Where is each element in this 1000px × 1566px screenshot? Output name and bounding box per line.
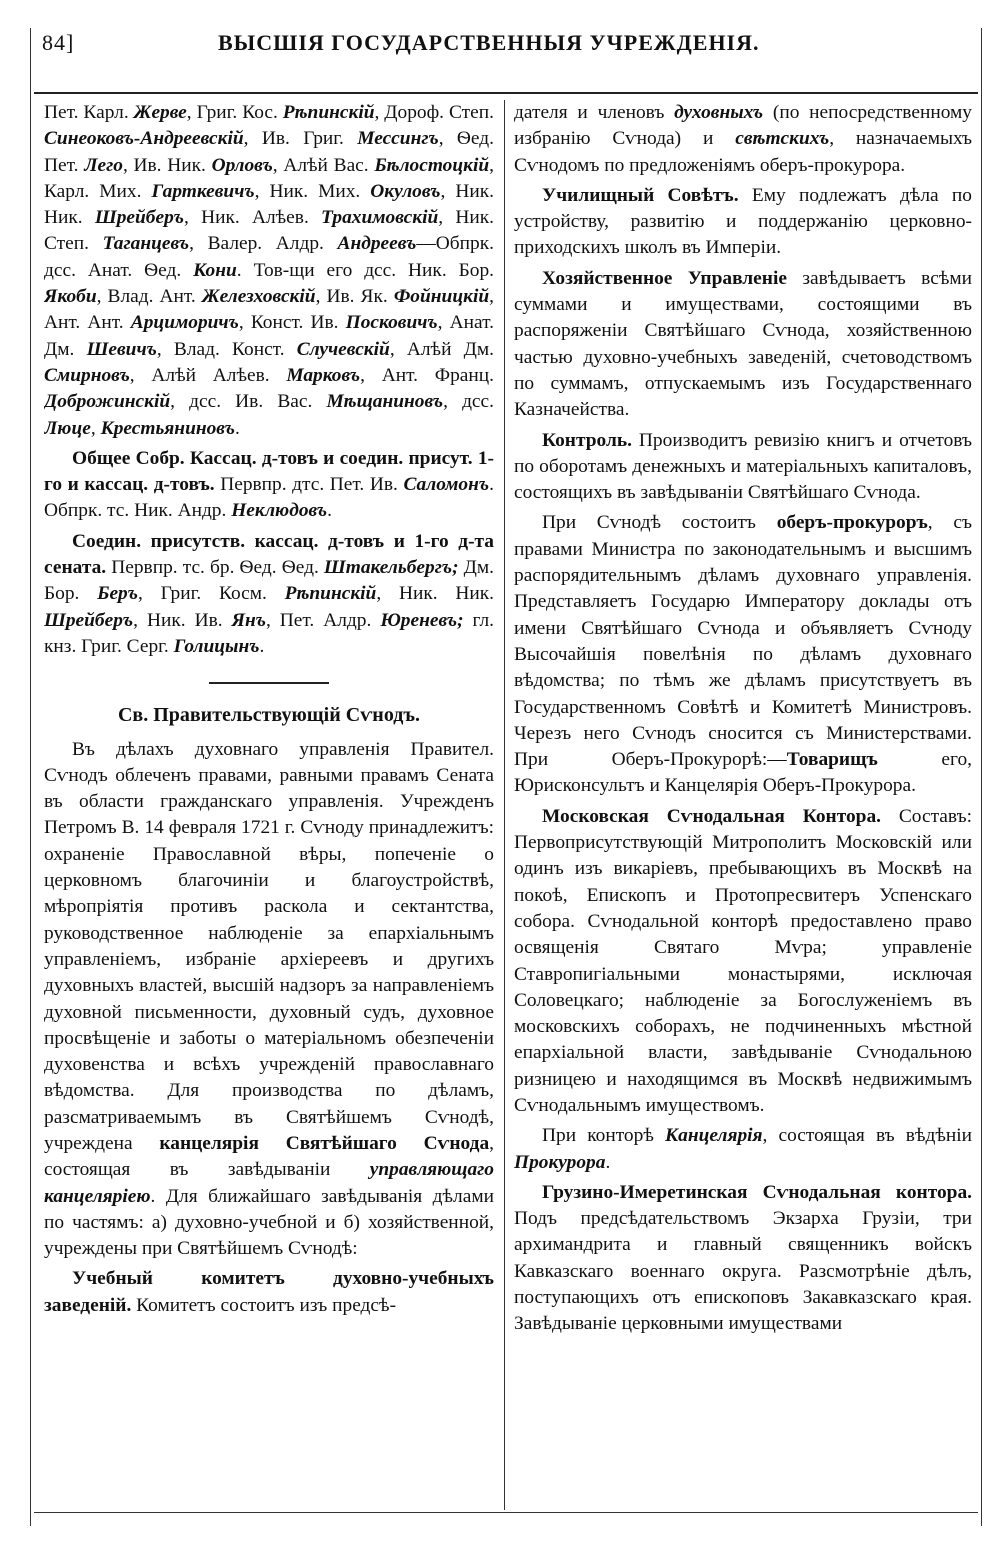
running-title: ВЫСШІЯ ГОСУДАРСТВЕННЫЯ УЧРЕЖДЕНІЯ.: [218, 30, 760, 55]
text-run: При конторѣ: [542, 1125, 665, 1147]
text-run: , Ант. Ант.: [44, 286, 494, 334]
right-column: [514, 100, 972, 1510]
section-separator: [209, 682, 329, 684]
economic-admin-paragraph: [514, 266, 972, 424]
text-run: , дсс. Ив. Вас.: [170, 391, 327, 413]
person-name: Юреневъ;: [380, 609, 464, 631]
school-council-title: Училищный Совѣтъ.: [542, 184, 739, 206]
person-name: Беръ: [97, 583, 138, 605]
text-run: , состоящая въ вѣдѣніи: [762, 1125, 972, 1147]
person-name: Рѣпинскій: [284, 583, 377, 605]
person-name: Штакельбергъ;: [323, 557, 459, 579]
text-run: , Валер. Алдр.: [189, 233, 338, 255]
italic-term: управляющаго канцеляріею: [44, 1159, 494, 1207]
moscow-office-title: Московская Сѵнодальная Контора.: [542, 805, 882, 827]
person-name: Железховскій: [201, 286, 316, 308]
text-run: ,: [90, 417, 101, 439]
text-run: , Ник. Мих.: [254, 180, 371, 202]
text-run: гл. кнз. Григ. Серг.: [44, 609, 494, 657]
text-run: , Ник. Ив.: [133, 609, 232, 631]
committee-continuation: [514, 100, 972, 179]
text-run: дателя и членовъ: [514, 102, 675, 123]
text-run: , Ант. Франц.: [360, 364, 494, 386]
person-name: Шрейберъ: [94, 207, 185, 229]
moscow-office-paragraph: [514, 804, 972, 1120]
text-run: , Алѣй Алѣев.: [129, 364, 287, 386]
person-name: Шрейберъ: [44, 609, 134, 631]
text-run: , Григ. Кос.: [186, 102, 283, 123]
text-run: , Влад. Конст.: [156, 338, 297, 360]
text-run: . Тов-щи его дсс. Ник. Бор.: [236, 259, 494, 281]
text-run: , Григ. Косм.: [137, 583, 285, 605]
control-paragraph: [514, 428, 972, 507]
person-name: Бѣлостоцкій: [374, 154, 490, 176]
text-run: Подъ предсѣдательствомъ Экзарха Грузіи, три архимандрита и главный священникъ войскъ Кавказскаго военнаго округа. Разсмотрѣніе дѣлъ, поступающихъ отъ епископовъ Закавказскаго края. Завѣдываніе церковными имуществами: [514, 1208, 972, 1335]
person-name: Случевскій: [296, 338, 390, 360]
text-run: , Ив. Ник.: [122, 154, 212, 176]
italic-term: Канцелярія: [665, 1125, 763, 1147]
names-paragraph: [44, 100, 494, 442]
italic-term: Прокурора: [514, 1151, 606, 1173]
text-run: .: [327, 500, 333, 522]
person-name: Андреевъ: [337, 233, 417, 255]
person-name: Гарткевичъ: [151, 180, 255, 202]
person-name: Саломонъ: [403, 474, 490, 496]
person-name: Смирновъ: [44, 364, 130, 386]
person-name: Таганцевъ: [102, 233, 190, 255]
page-number: 84]: [42, 30, 75, 55]
synod-paragraph: [44, 737, 494, 1263]
text-run: , Ник. Степ.: [44, 207, 494, 255]
text-run: .: [234, 417, 240, 439]
text-run: , съ правами Министра по законодательнымъ и высшимъ распорядительнымъ дѣламъ духовнаго управленія. Представляетъ Государю Императору доклады отъ имени Святѣйшаго Сѵнода и объявляетъ Сѵноду Высочайшія повелѣнія по дѣламъ духовнаго вѣдомства; по тѣмъ же дѣламъ присутствуетъ въ Государственномъ Совѣтѣ и Комитетѣ Министровъ. Черезъ него Сѵнодъ сносится съ Министерствами. При Оберъ-Прокурорѣ:—: [514, 512, 972, 771]
person-name: Фойницкій: [393, 286, 490, 308]
committee-title: Учебный комитетъ духовно-учебныхъ заведеній.: [44, 1268, 494, 1316]
person-name: Доброжинскій: [44, 391, 171, 413]
text-run: , Анат. Дм.: [44, 312, 494, 360]
person-name: Мессингъ: [357, 128, 439, 150]
person-name: Янъ: [231, 609, 266, 631]
person-name: Орловъ: [211, 154, 273, 176]
person-name: Окуловъ: [370, 180, 441, 202]
person-name: Кони: [193, 259, 237, 281]
text-run: Пет. Карл.: [44, 102, 134, 123]
joint-session-paragraph: [44, 529, 494, 660]
general-assembly-title: Общее Собр. Кассац. д-товъ и соедин. присут. 1-го и кассац. д-товъ.: [44, 447, 494, 496]
person-name: Рѣпинскій: [282, 102, 375, 123]
text-run: . Для ближайшаго завѣдыванія дѣлами по частямъ: а) духовно-учебной и б) хозяйственной, учреждены при Святѣйшемъ Сѵнодѣ:: [44, 1185, 494, 1260]
office-chancellery-paragraph: [514, 1123, 972, 1176]
header-rule: [34, 92, 978, 94]
text-run: , Ив. Як.: [315, 286, 394, 308]
person-name: Лего: [84, 154, 123, 176]
general-assembly-paragraph: [44, 446, 494, 525]
georgian-office-paragraph: [514, 1180, 972, 1338]
text-run: .: [605, 1151, 611, 1173]
page-header: [28, 30, 958, 60]
economic-admin-title: Хозяйственное Управленіе: [542, 267, 787, 289]
person-name: Шевичъ: [86, 338, 157, 360]
joint-session-title: Соедин. присутств. кассац. д-товъ и 1-го д-та сената.: [44, 530, 494, 579]
person-name: Жерве: [133, 102, 187, 123]
person-name: Арциморичъ: [130, 312, 239, 334]
person-name: Крестьяниновъ: [100, 417, 235, 439]
text-run: , Ив. Григ.: [243, 128, 358, 150]
column-divider: [504, 100, 505, 1510]
control-title: Контроль.: [542, 429, 632, 451]
text-run: , Карл. Мих.: [44, 154, 494, 202]
text-run: , состоящая въ завѣдываніи: [44, 1132, 494, 1181]
footer-rule: [34, 1512, 978, 1513]
text-run: —Обпрк. дсс. Анат. Ѳед.: [44, 233, 494, 281]
person-name: Посковичъ: [345, 312, 438, 334]
text-run: При Сѵнодѣ состоитъ: [542, 512, 777, 534]
text-run: , Алѣй Дм.: [389, 338, 494, 360]
text-run: Комитетъ состоитъ изъ предсѣ-: [131, 1294, 397, 1316]
text-run: Первпр. дтс. Пет. Ив.: [214, 474, 404, 496]
text-run: завѣдываетъ всѣми суммами и имуществами, состоящими въ распоряженіи Святѣйшаго Сѵнода, хозяйственною частью духовно-учебныхъ заведеній, счетоводствомъ по суммамъ, отпускаемымъ изъ Государственнаго Казначейства.: [514, 267, 972, 421]
text-run: , Алѣй Вас.: [272, 154, 375, 176]
synod-heading: Св. Правительствующій Сѵнодъ.: [117, 704, 421, 727]
text-run: , Ник. Ник.: [376, 583, 494, 605]
person-name: Синеоковъ-Андреевскій: [44, 128, 244, 150]
text-run: Въ дѣлахъ духовнаго управленія Правител. Сѵнодъ облеченъ правами, равными правамъ Сената въ области гражданскаго управленія. Учрежденъ Петромъ В. 14 февраля 1721 г. Сѵноду принадлежитъ: охраненіе Православной вѣры, попеченіе о церковномъ благочиніи и благоустройствѣ, мѣропріятія противъ раскола и сектантства, руководственное наблюденіе за епархіальнымъ управленіемъ, избраніе архіереевъ и другихъ духовныхъ властей, высшій надзоръ за направленіемъ духовной письменности, духовный судъ, духовное просвѣщеніе и заботы о матеріальномъ обезпеченіи духовенства и всѣхъ учрежденій православнаго вѣдомства. Для производства по дѣламъ, разсматриваемымъ въ Святѣйшемъ Сѵнодѣ, учреждена: [44, 738, 494, 1154]
georgian-office-title: Грузино-Имеретинская Сѵнодальная контора.: [542, 1181, 972, 1203]
text-run: , Пет. Алдр.: [265, 609, 381, 631]
text-run: его, Юрисконсультъ и Канцелярія Оберъ-Прокурора.: [514, 749, 972, 797]
left-column: [44, 100, 494, 1510]
text-run: Ему подлежатъ дѣла по устройству, развитію и поддержанію церковно-приходскихъ школъ въ Имперіи.: [514, 184, 972, 259]
person-name: Мѣщаниновъ: [326, 391, 444, 413]
text-run: , Влад. Ант.: [96, 286, 202, 308]
text-run: , дсс.: [443, 391, 494, 413]
bold-term: Товарищъ: [786, 749, 878, 771]
person-name: Трахимовскій: [321, 207, 439, 229]
text-run: Дм. Бор.: [44, 557, 494, 605]
person-name: Неклюдовъ: [231, 500, 328, 522]
text-run: Производитъ ревизію книгъ и отчетовъ по оборотамъ денежныхъ и матеріальныхъ капиталовъ, состоящихъ въ завѣдываніи Святѣйшаго Сѵнода.: [514, 429, 972, 504]
person-name: Якоби: [44, 286, 97, 308]
text-run: Первпр. тс. бр. Ѳед. Ѳед.: [106, 557, 324, 579]
text-run: , назначаемыхъ Сѵнодомъ по предложеніямъ оберъ-прокурора.: [514, 128, 972, 176]
school-council-paragraph: [514, 183, 972, 262]
bold-term: канцелярія Святѣйшаго Сѵнода: [159, 1132, 490, 1154]
committee-paragraph: [44, 1266, 494, 1319]
italic-term: духовныхъ: [674, 102, 764, 123]
text-run: Составъ: Первоприсутствующій Митрополитъ Московскій или одинъ изъ викаріевъ, пребывающихъ въ Москвѣ на покоѣ, Епископъ и Протопресвитеръ Успенскаго собора. Сѵнодальной конторѣ предоставлено право освященія Святаго Мѵра; управленіе Ставропигіальными монастырями, исключая Соловецкаго; наблюденіе за Богослуженіемъ въ московскихъ соборахъ, не подчиненныхъ мѣстной епархіальной власти, завѣдываніе Сѵнодальною ризницею и находящимся въ Москвѣ недвижимымъ Сѵнодальнымъ имуществомъ.: [514, 805, 972, 1116]
text-run: , Ник. Ник.: [44, 180, 494, 229]
text-run: .: [259, 635, 265, 657]
text-run: , Ник. Алѣев.: [184, 207, 322, 229]
person-name: Голицынъ: [173, 635, 260, 657]
bold-term: оберъ-прокуроръ: [776, 512, 928, 534]
text-run: , Дороф. Степ.: [374, 102, 494, 123]
italic-term: свѣтскихъ: [735, 128, 830, 150]
chief-procurator-paragraph: [514, 510, 972, 799]
text-run: . Обпрк. тс. Ник. Андр.: [44, 474, 494, 522]
text-run: , Ѳед. Пет.: [44, 128, 494, 176]
person-name: Люце: [44, 417, 91, 439]
text-run: (по непосредственному избранію Сѵнода) и: [514, 102, 972, 150]
person-name: Марковъ: [286, 364, 361, 386]
text-run: , Конст. Ив.: [238, 312, 346, 334]
